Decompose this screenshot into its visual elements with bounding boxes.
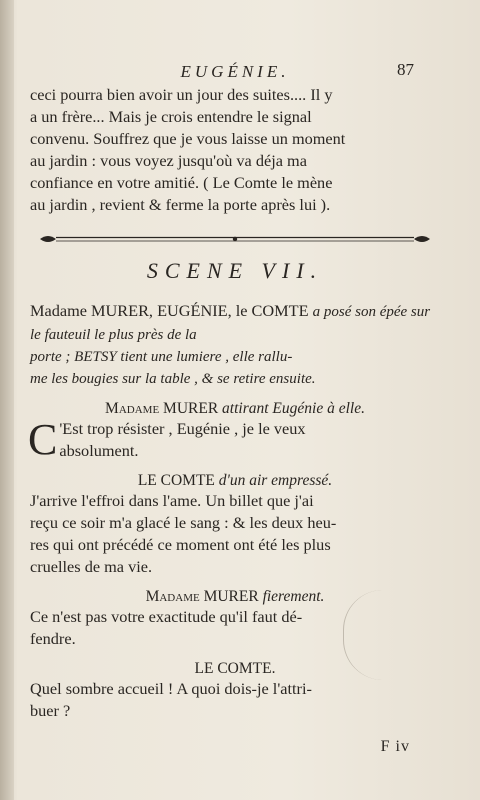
speaker-name: Madame MURER (105, 400, 219, 417)
stage-direction: me les bougies sur la table , & se retire ensuite. (30, 371, 316, 387)
ornament-divider (30, 230, 440, 248)
stage-direction: a posé son épée sur le fauteuil le plus près de la (30, 304, 431, 343)
text-line: ceci pourra bien avoir un jour des suites.... Il y (30, 85, 333, 104)
stage-direction: porte ; BETSY tient une lumiere , elle rallu- (30, 349, 293, 365)
speaker-direction: attirant Eugénie à elle. (222, 400, 365, 417)
page-number: 87 (397, 60, 414, 79)
page-header (30, 58, 440, 84)
intro-paragraph (30, 84, 440, 216)
drop-cap: C (28, 415, 58, 464)
text-line: confiance en votre amitié. ( Le Comte le mène (30, 173, 333, 192)
page-gutter (0, 0, 14, 800)
text-line: convenu. Souffrez que je vous laisse un moment (30, 129, 346, 148)
speaker-line (30, 660, 440, 678)
speaker-direction: fierement. (262, 588, 325, 605)
speech (30, 490, 440, 578)
text-line: cruelles de ma vie. (30, 557, 153, 576)
text-line: J'arrive l'effroi dans l'ame. Un billet que j'ai (30, 491, 314, 510)
text-line: fendre. (30, 629, 76, 648)
text-line: absolument. (59, 441, 139, 460)
text-line: Quel sombre accueil ! A quoi dois-je l'attri- (30, 679, 312, 698)
cast-names: Madame MURER, EUGÉNIE, le COMTE (30, 301, 309, 320)
speech (28, 415, 440, 464)
ornament-rule-icon (30, 230, 440, 248)
text-line: au jardin : vous voyez jusqu'où va déja ma (30, 151, 307, 170)
scene-title: SCENE VII. (146, 258, 324, 283)
speaker-name: Madame MURER (145, 588, 259, 605)
speaker-name: LE COMTE (137, 472, 215, 489)
text-line: buer ? (30, 701, 71, 720)
cast-list (30, 300, 440, 390)
page-text (30, 58, 440, 756)
speaker-line (30, 588, 440, 606)
speaker-direction: d'un air empressé. (218, 472, 333, 489)
text-line: 'Est trop résister , Eugénie , je le veux (59, 419, 306, 438)
text-line: Ce n'est pas votre exactitude qu'il faut dé- (30, 607, 303, 626)
text-line: res qui ont précédé ce moment ont été les plus (30, 535, 331, 554)
speaker-line (30, 472, 440, 490)
text-line: reçu ce soir m'a glacé le sang : & les deux heu- (30, 513, 337, 532)
text-line: au jardin , revient & ferme la porte après lui ). (30, 195, 331, 214)
speaker-line (30, 400, 440, 418)
running-title: EUGÉNIE. (180, 62, 290, 81)
text-line: a un frère... Mais je crois entendre le signal (30, 107, 312, 126)
speech (30, 606, 440, 650)
speaker-name: LE COMTE. (194, 660, 276, 677)
signature-mark: F iv (380, 738, 410, 755)
speech (30, 678, 440, 722)
